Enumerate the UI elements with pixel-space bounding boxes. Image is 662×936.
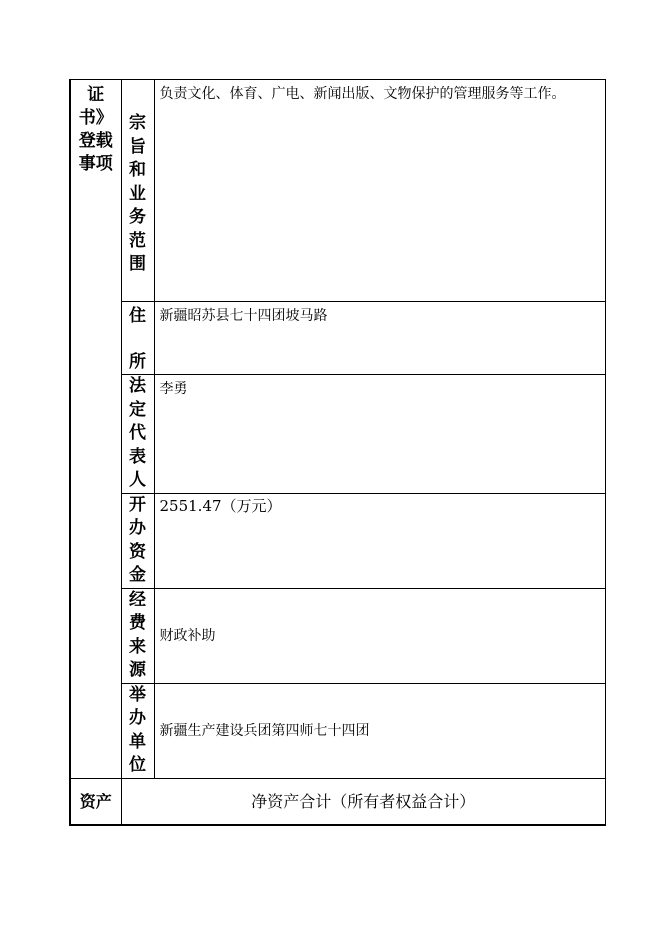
field-label-cell: [121, 493, 154, 588]
field-label-cell: [121, 80, 154, 302]
capital-label-char-4: 金: [129, 565, 146, 585]
legal-rep-label-char-1: 法: [129, 376, 146, 396]
address-label: [122, 304, 154, 374]
purpose-label: [122, 80, 154, 277]
field-label-cell: [121, 375, 154, 494]
purpose-label-char-7: 围: [129, 254, 146, 274]
purpose-label-char-4: 业: [129, 183, 146, 204]
funding-value: 财政补助: [159, 627, 216, 644]
row-purpose: [70, 80, 606, 302]
section-label-cell: [70, 80, 121, 779]
sponsor-label-char-1: 举: [129, 684, 146, 705]
registration-table: [69, 79, 606, 826]
assets-label: 资产: [79, 791, 112, 811]
address-value: 新疆昭苏县七十四团坡马路: [159, 308, 328, 324]
legal-rep-value: 李勇: [159, 381, 188, 397]
capital-label: [122, 494, 154, 588]
row-assets: [70, 778, 606, 825]
legal-rep-label-char-2: 定: [129, 399, 146, 420]
row-address: [70, 302, 606, 375]
row-capital: [70, 493, 606, 588]
legal-rep-label-char-5: 人: [129, 470, 146, 490]
funding-label-char-3: 来: [129, 636, 146, 657]
row-sponsor: [70, 683, 606, 778]
purpose-label-char-1: 宗: [129, 113, 146, 133]
capital-label-char-3: 资: [129, 541, 146, 562]
funding-label: [122, 589, 154, 683]
capital-value-cell: [154, 493, 606, 588]
assets-label-cell: [70, 778, 121, 825]
purpose-label-char-6: 范: [129, 230, 146, 251]
sponsor-label-char-2: 办: [129, 708, 146, 728]
funding-label-char-4: 源: [129, 660, 146, 680]
capital-value: 2551.47（万元）: [159, 496, 282, 515]
sponsor-label: [122, 684, 154, 778]
assets-value-cell: [121, 778, 606, 825]
legal-rep-value-cell: [154, 375, 606, 494]
capital-label-char-2: 办: [129, 518, 146, 538]
address-value-cell: [154, 302, 606, 375]
legal-rep-label: [122, 375, 154, 493]
section-label: 证书》登载事项: [78, 85, 113, 174]
purpose-label-char-5: 务: [129, 207, 146, 227]
sponsor-label-char-3: 单: [129, 731, 146, 752]
funding-label-char-1: 经: [129, 589, 146, 610]
legal-rep-label-char-3: 代: [129, 423, 146, 443]
purpose-label-char-3: 和: [129, 160, 146, 180]
address-label-char-2: 所: [129, 352, 146, 372]
funding-label-char-2: 费: [129, 613, 146, 633]
funding-value-cell: [154, 588, 606, 683]
purpose-value-cell: [154, 80, 606, 302]
sponsor-label-char-4: 位: [129, 755, 146, 775]
sponsor-value-cell: [154, 683, 606, 778]
field-label-cell: [121, 683, 154, 778]
field-label-cell: [121, 302, 154, 375]
purpose-value: 负责文化、体育、广电、新闻出版、文物保护的管理服务等工作。: [159, 86, 566, 102]
capital-label-char-1: 开: [129, 494, 146, 515]
address-label-char-1: 住: [129, 306, 146, 326]
row-legal-rep: [70, 375, 606, 494]
field-label-cell: [121, 588, 154, 683]
row-funding: [70, 588, 606, 683]
assets-value: 净资产合计（所有者权益合计）: [251, 791, 476, 811]
purpose-label-char-2: 旨: [129, 136, 146, 157]
legal-rep-label-char-4: 表: [129, 446, 146, 467]
sponsor-value: 新疆生产建设兵团第四师七十四团: [159, 722, 370, 739]
